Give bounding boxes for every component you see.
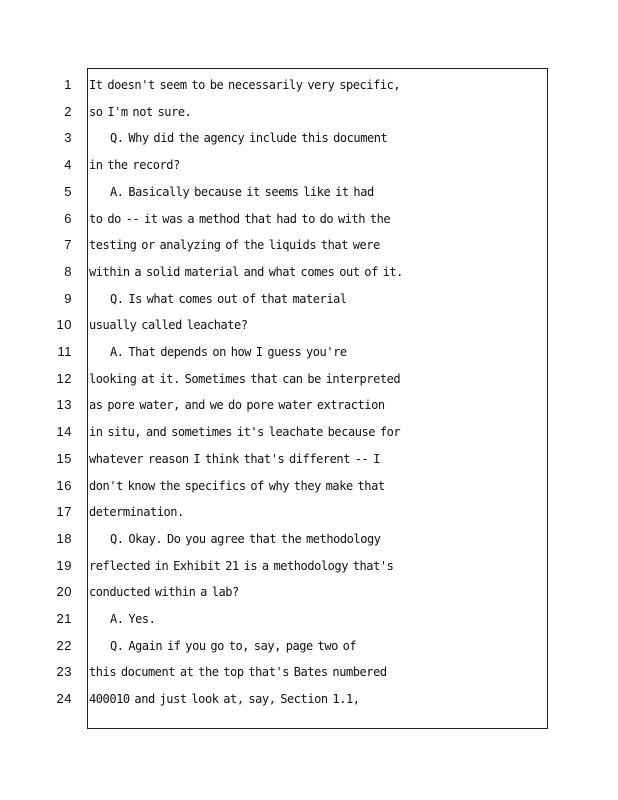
line-text: looking at it. Sometimes that can be interpreted: [89, 371, 401, 386]
transcript-line: [0, 446, 618, 473]
line-text: A. Yes.: [110, 612, 156, 626]
line-number: 3: [64, 130, 72, 146]
transcript-line: [0, 686, 618, 713]
line-text: Q. Why did the agency include this document: [110, 131, 388, 146]
line-number: 22: [56, 637, 72, 653]
line-text: 400010 and just look at, say, Section 1.1,: [89, 692, 360, 707]
line-text: It doesn't seem to be necessarily very specific,: [89, 78, 401, 92]
line-number: 8: [64, 263, 72, 279]
line-text: within a solid material and what comes out of it.: [89, 264, 403, 279]
transcript-line: [0, 339, 618, 366]
line-number: 11: [57, 344, 72, 359]
line-text: Q. Is what comes out of that material: [110, 291, 347, 306]
line-number: 17: [56, 504, 72, 520]
line-text: in the record?: [89, 158, 180, 173]
line-text: testing or analyzing of the liquids that were: [89, 238, 380, 253]
line-number: 16: [56, 477, 72, 493]
line-number: 19: [56, 557, 72, 573]
transcript-line: [0, 125, 618, 152]
transcript-line: [0, 606, 618, 633]
line-text: this document at the top that's Bates numbered: [89, 665, 387, 680]
line-number: 2: [64, 103, 72, 119]
line-text: determination.: [89, 505, 184, 520]
line-number: 9: [64, 290, 72, 306]
line-number: 7: [64, 237, 72, 253]
transcript-line: [0, 259, 618, 286]
line-number: 20: [56, 584, 72, 600]
transcript-line: [0, 312, 618, 339]
transcript-line: [0, 633, 618, 660]
line-number: 13: [56, 397, 72, 413]
line-text: conducted within a lab?: [89, 585, 239, 600]
transcript-line: [0, 366, 618, 393]
transcript-line: [0, 419, 618, 446]
line-text: A. Basically because it seems like it had: [110, 184, 374, 199]
transcript-line: [0, 99, 618, 126]
line-text: usually called leachate?: [89, 318, 248, 333]
transcript-line: [0, 286, 618, 313]
transcript-line: [0, 206, 618, 233]
transcript-line: [0, 659, 618, 686]
line-number: 14: [56, 424, 72, 440]
line-text: in situ, and sometimes it's leachate because for: [89, 425, 401, 440]
transcript-line: [0, 526, 618, 553]
line-number: 15: [56, 450, 72, 466]
transcript-line: [0, 152, 618, 179]
transcript-line: [0, 579, 618, 606]
line-text: so I'm not sure.: [89, 104, 192, 119]
transcript-line: [0, 179, 618, 206]
line-number: 6: [64, 210, 72, 226]
line-number: 23: [56, 664, 72, 680]
line-text: as pore water, and we do pore water extraction: [89, 398, 385, 413]
line-number: 5: [64, 183, 72, 199]
transcript-line: [0, 473, 618, 500]
transcript-line: [0, 72, 618, 99]
transcript-line: [0, 232, 618, 259]
line-text: A. That depends on how I guess you're: [110, 345, 347, 359]
transcript-line: [0, 499, 618, 526]
line-text: Q. Again if you go to, say, page two of: [110, 638, 357, 653]
line-number: 24: [56, 691, 72, 707]
line-text: reflected in Exhibit 21 is a methodology that's: [89, 558, 394, 573]
line-number: 4: [64, 157, 72, 173]
line-number: 21: [56, 611, 72, 626]
line-text: whatever reason I think that's different -- I: [89, 451, 380, 466]
line-number: 12: [56, 370, 72, 386]
line-text: Q. Okay. Do you agree that the methodology: [110, 531, 381, 546]
transcript-line: [0, 553, 618, 580]
line-text: don't know the specifics of why they make that: [89, 478, 385, 493]
line-number: 18: [56, 530, 72, 546]
transcript-line: [0, 392, 618, 419]
line-text: to do -- it was a method that had to do with the: [89, 211, 391, 226]
line-number: 10: [56, 317, 72, 333]
line-number: 1: [64, 77, 72, 92]
